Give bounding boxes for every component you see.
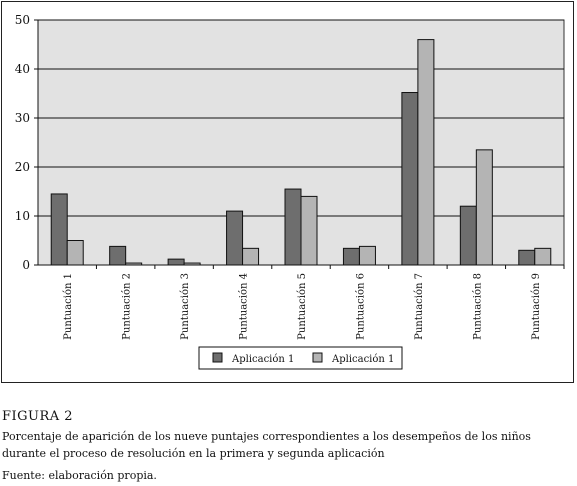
y-tick-label: 20 <box>14 160 30 174</box>
y-tick-label: 10 <box>14 209 30 223</box>
bar <box>227 211 243 265</box>
legend-swatch <box>213 353 222 362</box>
bar <box>51 194 67 265</box>
y-tick-label: 30 <box>14 111 30 125</box>
bar <box>243 248 259 265</box>
x-tick-label: Puntuación 6 <box>355 273 367 340</box>
bar <box>126 263 142 265</box>
x-tick-label: Puntuación 3 <box>180 273 192 340</box>
bar <box>184 263 200 265</box>
y-tick-label: 50 <box>14 13 30 27</box>
figure-description: Porcentaje de aparición de los nueve puntajes correspondientes a los desempeños de los niños durante el proceso de resolución en la primera y segunda aplicación <box>2 430 531 460</box>
bar <box>476 150 492 265</box>
y-tick-label: 0 <box>22 258 30 272</box>
bar <box>359 246 375 265</box>
bar <box>285 189 301 265</box>
figure-label: FIGURA 2 <box>2 409 74 424</box>
figure-source: Fuente: elaboración propia. <box>2 469 157 482</box>
x-tick-label: Puntuación 1 <box>63 273 75 340</box>
x-tick-label: Puntuación 9 <box>530 273 542 340</box>
bar <box>301 196 317 265</box>
x-tick-label: Puntuación 8 <box>472 273 484 340</box>
legend-swatch <box>313 353 322 362</box>
bar <box>519 250 535 265</box>
bar <box>168 259 184 265</box>
legend-label: Aplicación 1 <box>332 354 395 365</box>
x-tick-label: Puntuación 2 <box>121 273 133 340</box>
legend-label: Aplicación 1 <box>232 354 295 365</box>
chart-frame <box>1 1 574 383</box>
x-tick-label: Puntuación 5 <box>297 273 308 340</box>
bar <box>67 241 83 266</box>
y-tick-label: 40 <box>14 62 30 76</box>
bar <box>460 206 476 265</box>
bar <box>110 246 126 265</box>
bar <box>535 248 551 265</box>
bar <box>343 248 359 265</box>
bar-chart <box>2 2 575 384</box>
bar <box>418 40 434 265</box>
x-tick-label: Puntuación 4 <box>238 273 250 340</box>
x-tick-label: Puntuación 7 <box>413 273 425 340</box>
bar <box>402 93 418 265</box>
